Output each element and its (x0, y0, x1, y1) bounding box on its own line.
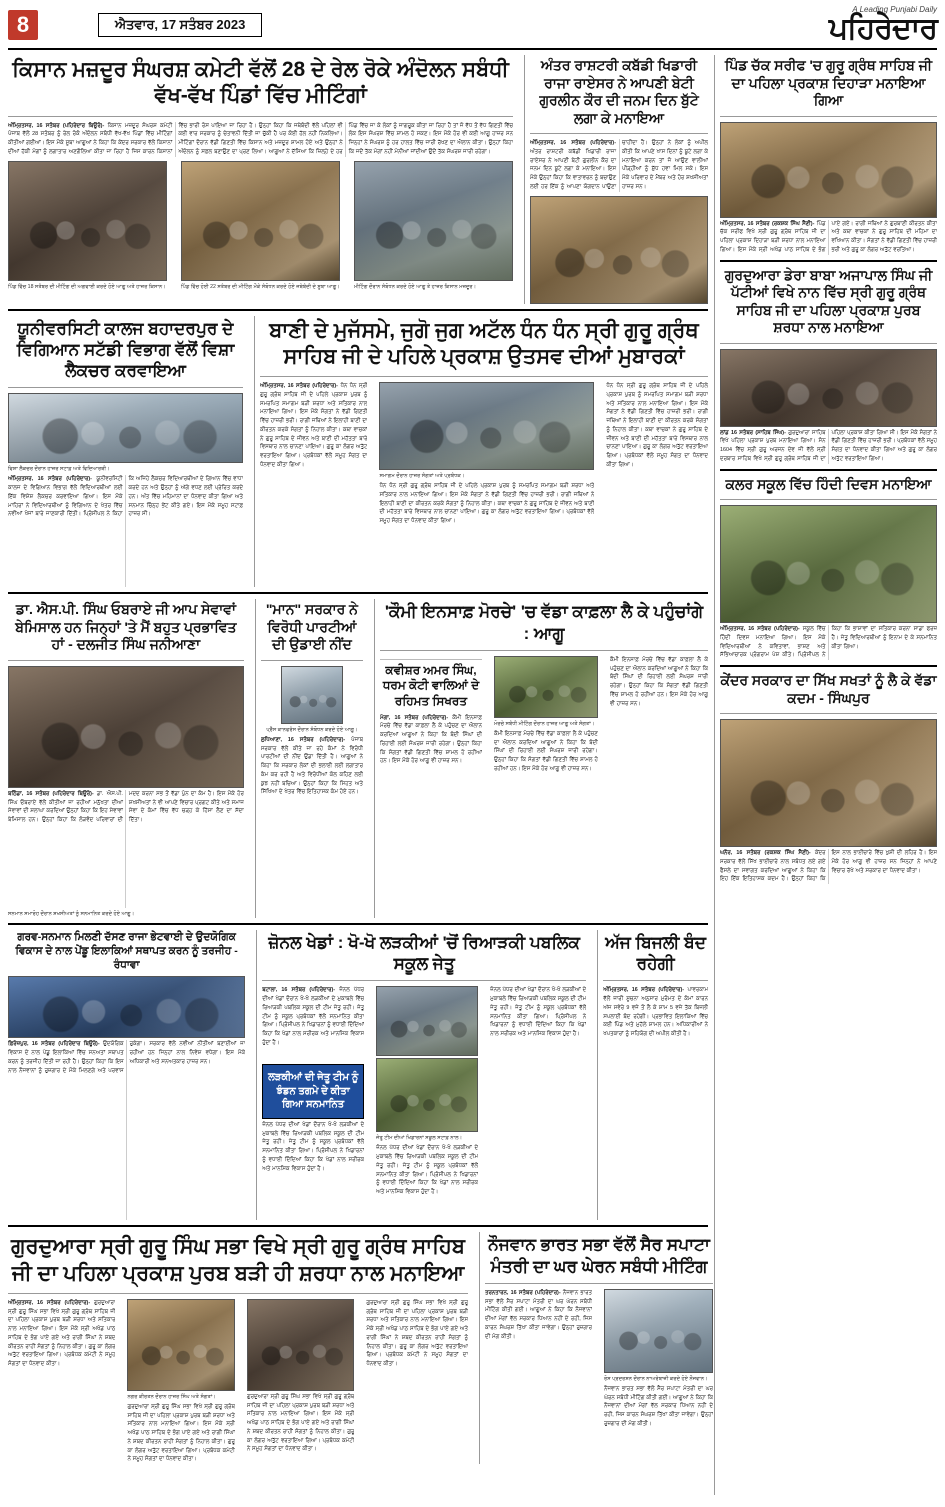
university-article (8, 316, 243, 588)
university-headline: ਯੂਨੀਵਰਸਿਟੀ ਕਾਲਜ ਬਹਾਦਰਪੁਰ ਦੇ ਵਿਗਿਆਨ ਸਟੱਡੀ ਵਿਭਾਗ ਵੱਲੋਂ ਵਿਸ਼ਾ ਲੈਕਚਰ ਕਰਵਾਇਆ (16, 318, 235, 380)
hockey-photo (530, 196, 708, 304)
hockey-dateline: ਅੰਮ੍ਰਿਤਸਰ, 16 ਸਤੰਬਰ (ਪਹਿਰੇਦਾਰ)- (530, 140, 616, 146)
lead-photo-2 (181, 161, 340, 281)
garv-dateline: ਫ਼ਿਰੋਜ਼ਪੁਰ, 16 ਸਤੰਬਰ (ਪਹਿਰੇਦਾਰ ਬਿਊਰੋ)- (8, 1041, 100, 1048)
jonal-article (256, 930, 586, 1221)
lead-body (8, 122, 513, 157)
gurudwara-photo-1 (127, 1299, 234, 1391)
band-three (8, 599, 708, 918)
nojwan-content (485, 1289, 713, 1429)
right-story-2-headline: ਗੁਰਦੁਆਰਾ ਡੇਰਾ ਬਾਬਾ ਅਜਾਪਾਲ ਸਿੰਘ ਜੀ ਪੱਟੀਆਂ ਵਿਖੇ ਨਾਨ ਵਿੱਚ ਸ੍ਰੀ ਗੁਰੂ ਗ੍ਰੰਥ ਸਾਹਿਬ ਜੀ ਦਾ ਪਹਿਲਾ ਪ੍ਰਕਾਸ਼ ਪੁਰਬ ਸ਼ਰਧਾ ਨਾਲ ਮਨਾਇਆ (724, 266, 933, 335)
lead-photo-row (8, 161, 513, 291)
lead-dateline: ਅੰਮ੍ਰਿਤਸਰ, 16 ਸਤੰਬਰ (ਪਹਿਰੇਦਾਰ ਬਿਊਰੋ)- (8, 122, 105, 129)
bijli-body (603, 986, 708, 1039)
jonal-body-3: ਜ਼ੋਨਲ ਪੱਧਰ ਦੀਆਂ ਖੇਡਾਂ ਦੌਰਾਨ ਖੋ-ਖੋ ਲੜਕੀਆਂ ਦੇ ਮੁਕਾਬਲੇ ਵਿੱਚ ਰਿਆੜਕੀ ਪਬਲਿਕ ਸਕੂਲ ਦੀ ਟੀਮ ਜੇਤੂ ਰਹੀ। ਜੇਤੂ ਟੀਮ ਨੂੰ ਸਕੂਲ ਪ੍ਰਬੰਧਕਾਂ ਵੱਲੋਂ ਸਨਮਾਨਿਤ ਕੀਤਾ ਗਿਆ। ਪ੍ਰਿੰਸੀਪਲ ਨੇ ਖਿਡਾਰਨਾਂ ਨੂੰ ਵਧਾਈ ਦਿੰਦਿਆਂ ਕਿਹਾ ਕਿ ਖੇਡਾਂ ਨਾਲ ਸਰੀਰਕ ਅਤੇ ਮਾਨਸਿਕ ਵਿਕਾਸ ਹੁੰਦਾ ਹੈ। (376, 1145, 479, 1196)
guru-body-col1 (260, 382, 367, 526)
morcha-body-1 (380, 714, 482, 767)
jonal-text: ਜ਼ੋਨਲ ਪੱਧਰ ਦੀਆਂ ਖੇਡਾਂ ਦੌਰਾਨ ਖੋ-ਖੋ ਲੜਕੀਆਂ ਦੇ ਮੁਕਾਬਲੇ ਵਿੱਚ ਰਿਆੜਕੀ ਪਬਲਿਕ ਸਕੂਲ ਦੀ ਟੀਮ ਜੇਤੂ ਰਹੀ। ਜੇਤੂ ਟੀਮ ਨੂੰ ਸਕੂਲ ਪ੍ਰਬੰਧਕਾਂ ਵੱਲੋਂ ਸਨਮਾਨਿਤ ਕੀਤਾ ਗਿਆ। ਪ੍ਰਿੰਸੀਪਲ ਨੇ ਖਿਡਾਰਨਾਂ ਨੂੰ ਵਧਾਈ ਦਿੰਦਿਆਂ ਕਿਹਾ ਕਿ ਖੇਡਾਂ ਨਾਲ ਸਰੀਰਕ ਅਤੇ ਮਾਨਸਿਕ ਵਿਕਾਸ ਹੁੰਦਾ ਹੈ। (262, 987, 365, 1046)
jonal-caption: ਜੇਤੂ ਟੀਮ ਦੀਆਂ ਖਿਡਾਰਨਾਂ ਸਕੂਲ ਸਟਾਫ਼ ਨਾਲ। (376, 1135, 463, 1142)
morcha-subhead: ਕਵੀਸ਼ਰ ਅਮਰ ਸਿੰਘ, ਧਰਮ ਕੋਟੀ ਵਾਲਿਆਂ ਦੇ ਰਹਿਮਤ ਸਿਖਰਤ (380, 659, 482, 710)
right-story-4-body (720, 849, 937, 884)
nojwan-body-1 (485, 1289, 592, 1429)
guru-photo-wrap (379, 382, 594, 526)
nojwan-article (479, 1232, 713, 1464)
guru-text: ਧੰਨ ਧੰਨ ਸ੍ਰੀ ਗੁਰੂ ਗ੍ਰੰਥ ਸਾਹਿਬ ਜੀ ਦੇ ਪਹਿਲੇ ਪ੍ਰਕਾਸ਼ ਪੁਰਬ ਨੂੰ ਸਮਰਪਿਤ ਸਮਾਗਮ ਬੜੀ ਸ਼ਰਧਾ ਅਤੇ ਸਤਿਕਾਰ ਨਾਲ ਮਨਾਇਆ ਗਿਆ। ਇਸ ਮੌਕੇ ਸੰਗਤਾਂ ਨੇ ਵੱਡੀ ਗਿਣਤੀ ਵਿੱਚ ਹਾਜ਼ਰੀ ਭਰੀ। ਰਾਗੀ ਜਥਿਆਂ ਨੇ ਇਲਾਹੀ ਬਾਣੀ ਦਾ ਕੀਰਤਨ ਕਰਕੇ ਸੰਗਤਾਂ ਨੂੰ ਨਿਹਾਲ ਕੀਤਾ। ਕਥਾ ਵਾਚਕਾਂ ਨੇ ਗੁਰੂ ਸਾਹਿਬ ਦੇ ਜੀਵਨ ਅਤੇ ਬਾਣੀ ਦੀ ਮਹੱਤਤਾ ਬਾਰੇ ਵਿਸਥਾਰ ਨਾਲ ਚਾਨਣਾ ਪਾਇਆ। ਗੁਰੂ ਕਾ ਲੰਗਰ ਅਤੁੱਟ ਵਰਤਾਇਆ ਗਿਆ। ਪ੍ਰਬੰਧਕਾਂ ਵੱਲੋਂ ਸਮੂਹ ਸੰਗਤ ਦਾ ਧੰਨਵਾਦ ਕੀਤਾ ਗਿਆ। (260, 383, 368, 468)
band-five (8, 1232, 713, 1464)
dr-caption: ਸਨਮਾਨ ਸਮਾਰੋਹ ਦੌਰਾਨ ਸ਼ਖਸੀਅਤਾਂ ਨੂੰ ਸਨਮਾਨਿਤ ਕਰਦੇ ਹੋਏ ਆਗੂ। (8, 910, 135, 917)
maan-dateline: ਲੁਧਿਆਣਾ, 16 ਸਤੰਬਰ (ਪਹਿਰੇਦਾਰ)- (260, 736, 346, 743)
guru-content (260, 382, 708, 526)
right-story-1 (720, 57, 937, 255)
newspaper-brand (829, 6, 937, 44)
jonal-content (262, 986, 586, 1197)
nojwan-headline: ਨੌਜਵਾਨ ਭਾਰਤ ਸਭਾ ਵੱਲੋਂ ਸੈਰ ਸਪਾਟਾ ਮੰਤਰੀ ਦਾ ਘਰ ਘੇਰਨ ਸਬੰਧੀ ਮੀਟਿੰਗ (488, 1235, 710, 1276)
nojwan-body-2: ਨੌਜਵਾਨ ਭਾਰਤ ਸਭਾ ਵੱਲੋਂ ਸੈਰ ਸਪਾਟਾ ਮੰਤਰੀ ਦਾ ਘਰ ਘੇਰਨ ਸਬੰਧੀ ਮੀਟਿੰਗ ਕੀਤੀ ਗਈ। ਆਗੂਆਂ ਨੇ ਕਿਹਾ ਕਿ ਨੌਜਵਾਨਾਂ ਦੀਆਂ ਮੰਗਾਂ ਵੱਲ ਸਰਕਾਰ ਧਿਆਨ ਨਹੀਂ ਦੇ ਰਹੀ, ਜਿਸ ਕਾਰਨ ਸੰਘਰਸ਼ ਤਿੱਖਾ ਕੀਤਾ ਜਾਵੇਗਾ। ਉਨ੍ਹਾਂ ਰੁਜ਼ਗਾਰ ਦੀ ਮੰਗ ਕੀਤੀ। (604, 1385, 713, 1427)
right-story-3-photo (720, 505, 937, 623)
jonal-body-4: ਜ਼ੋਨਲ ਪੱਧਰ ਦੀਆਂ ਖੇਡਾਂ ਦੌਰਾਨ ਖੋ-ਖੋ ਲੜਕੀਆਂ ਦੇ ਮੁਕਾਬਲੇ ਵਿੱਚ ਰਿਆੜਕੀ ਪਬਲਿਕ ਸਕੂਲ ਦੀ ਟੀਮ ਜੇਤੂ ਰਹੀ। ਜੇਤੂ ਟੀਮ ਨੂੰ ਸਕੂਲ ਪ੍ਰਬੰਧਕਾਂ ਵੱਲੋਂ ਸਨਮਾਨਿਤ ਕੀਤਾ ਗਿਆ। ਪ੍ਰਿੰਸੀਪਲ ਨੇ ਖਿਡਾਰਨਾਂ ਨੂੰ ਵਧਾਈ ਦਿੰਦਿਆਂ ਕਿਹਾ ਕਿ ਖੇਡਾਂ ਨਾਲ ਸਰੀਰਕ ਅਤੇ ਮਾਨਸਿਕ ਵਿਕਾਸ ਹੁੰਦਾ ਹੈ। (490, 987, 587, 1038)
morcha-content (380, 656, 708, 774)
morcha-dateline: ਮੋਗਾ, 16 ਸਤੰਬਰ (ਪਹਿਰੇਦਾਰ)- (380, 714, 449, 721)
guru-body-col3: ਧੰਨ ਧੰਨ ਸ੍ਰੀ ਗੁਰੂ ਗ੍ਰੰਥ ਸਾਹਿਬ ਜੀ ਦੇ ਪਹਿਲੇ ਪ੍ਰਕਾਸ਼ ਪੁਰਬ ਨੂੰ ਸਮਰਪਿਤ ਸਮਾਗਮ ਬੜੀ ਸ਼ਰਧਾ ਅਤੇ ਸਤਿਕਾਰ ਨਾਲ ਮਨਾਇਆ ਗਿਆ। ਇਸ ਮੌਕੇ ਸੰਗਤਾਂ ਨੇ ਵੱਡੀ ਗਿਣਤੀ ਵਿੱਚ ਹਾਜ਼ਰੀ ਭਰੀ। ਰਾਗੀ ਜਥਿਆਂ ਨੇ ਇਲਾਹੀ ਬਾਣੀ ਦਾ ਕੀਰਤਨ ਕਰਕੇ ਸੰਗਤਾਂ ਨੂੰ ਨਿਹਾਲ ਕੀਤਾ। ਕਥਾ ਵਾਚਕਾਂ ਨੇ ਗੁਰੂ ਸਾਹਿਬ ਦੇ ਜੀਵਨ ਅਤੇ ਬਾਣੀ ਦੀ ਮਹੱਤਤਾ ਬਾਰੇ ਵਿਸਥਾਰ ਨਾਲ ਚਾਨਣਾ ਪਾਇਆ। ਗੁਰੂ ਕਾ ਲੰਗਰ ਅਤੁੱਟ ਵਰਤਾਇਆ ਗਿਆ। ਪ੍ਰਬੰਧਕਾਂ ਵੱਲੋਂ ਸਮੂਹ ਸੰਗਤ ਦਾ ਧੰਨਵਾਦ ਕੀਤਾ ਗਿਆ। (606, 383, 708, 468)
morcha-headline: 'ਕੌਮੀ ਇਨਸਾਫ਼ ਮੋਰਚੇ' 'ਚ ਵੱਡਾ ਕਾਫ਼ਲਾ ਲੈ ਕੇ ਪਹੁੰਚਾਂਗੇ : ਆਗੂ (384, 602, 704, 643)
lead-photo-2-wrap (181, 161, 340, 291)
university-dateline: ਅੰਮ੍ਰਿਤਸਰ, 16 ਸਤੰਬਰ (ਪਹਿਰੇਦਾਰ)- (8, 476, 92, 483)
maan-body (261, 736, 363, 896)
lead-caption-3: ਮੀਟਿੰਗ ਦੌਰਾਨ ਸੰਬੋਧਨ ਕਰਦੇ ਹੋਏ ਆਗੂ ਤੇ ਹਾਜ਼ਰ ਕਿਸਾਨ ਮਜ਼ਦੂਰ। (354, 283, 477, 290)
right-story-3-headline: ਕਲਰ ਸਕੂਲ ਵਿੱਚ ਹਿੰਦੀ ਦਿਵਸ ਮਨਾਇਆ (725, 475, 932, 492)
guru-caption: ਸਮਾਗਮ ਦੌਰਾਨ ਹਾਜ਼ਰ ਸੰਗਤਾਂ ਅਤੇ ਪ੍ਰਬੰਧਕ। (379, 473, 465, 479)
guru-body-col2: ਧੰਨ ਧੰਨ ਸ੍ਰੀ ਗੁਰੂ ਗ੍ਰੰਥ ਸਾਹਿਬ ਜੀ ਦੇ ਪਹਿਲੇ ਪ੍ਰਕਾਸ਼ ਪੁਰਬ ਨੂੰ ਸਮਰਪਿਤ ਸਮਾਗਮ ਬੜੀ ਸ਼ਰਧਾ ਅਤੇ ਸਤਿਕਾਰ ਨਾਲ ਮਨਾਇਆ ਗਿਆ। ਇਸ ਮੌਕੇ ਸੰਗਤਾਂ ਨੇ ਵੱਡੀ ਗਿਣਤੀ ਵਿੱਚ ਹਾਜ਼ਰੀ ਭਰੀ। ਰਾਗੀ ਜਥਿਆਂ ਨੇ ਇਲਾਹੀ ਬਾਣੀ ਦਾ ਕੀਰਤਨ ਕਰਕੇ ਸੰਗਤਾਂ ਨੂੰ ਨਿਹਾਲ ਕੀਤਾ। ਕਥਾ ਵਾਚਕਾਂ ਨੇ ਗੁਰੂ ਸਾਹਿਬ ਦੇ ਜੀਵਨ ਅਤੇ ਬਾਣੀ ਦੀ ਮਹੱਤਤਾ ਬਾਰੇ ਵਿਸਥਾਰ ਨਾਲ ਚਾਨਣਾ ਪਾਇਆ। ਗੁਰੂ ਕਾ ਲੰਗਰ ਅਤੁੱਟ ਵਰਤਾਇਆ ਗਿਆ। ਪ੍ਰਬੰਧਕਾਂ ਵੱਲੋਂ ਸਮੂਹ ਸੰਗਤ ਦਾ ਧੰਨਵਾਦ ਕੀਤਾ ਗਿਆ। (379, 483, 595, 525)
lead-photo-1-wrap (8, 161, 167, 291)
maan-article (255, 599, 363, 918)
morcha-body-2: ਕੌਮੀ ਇਨਸਾਫ਼ ਮੋਰਚੇ ਵਿੱਚ ਵੱਡਾ ਕਾਫ਼ਲਾ ਲੈ ਕੇ ਪਹੁੰਚਣ ਦਾ ਐਲਾਨ ਕਰਦਿਆਂ ਆਗੂਆਂ ਨੇ ਕਿਹਾ ਕਿ ਬੰਦੀ ਸਿੰਘਾਂ ਦੀ ਰਿਹਾਈ ਲਈ ਸੰਘਰਸ਼ ਜਾਰੀ ਰਹੇਗਾ। ਉਨ੍ਹਾਂ ਕਿਹਾ ਕਿ ਸੰਗਤਾਂ ਵੱਡੀ ਗਿਣਤੀ ਵਿੱਚ ਸ਼ਾਮਲ ਹੋ ਰਹੀਆਂ ਹਨ। ਇਸ ਮੌਕੇ ਹੋਰ ਆਗੂ ਵੀ ਹਾਜ਼ਰ ਸਨ। (493, 730, 598, 772)
brand-title: ਪਹਿਰੇਦਾਰ (828, 12, 937, 45)
garv-kicker: ਗਰਵ-ਸਨਮਾਨ ਮਿਲਣੀ ਦੱਸਣ ਰਾਜਾ ਭੇਟਵਾਈ ਦੇ ਉਦਯੋਗਿਕ ਵਿਕਾਸ ਦੇ ਨਾਲ ਪੇਂਡੂ ਇਲਾਕਿਆਂ ਸਥਾਪਤ ਕਰਨ ਨੂੰ ਤਰਜੀਹ - ਰੰਧਾਵਾ (15, 930, 238, 972)
morcha-article (374, 599, 708, 918)
right-story-3-body (720, 625, 937, 660)
nojwan-caption: ਰੋਸ ਪ੍ਰਦਰਸ਼ਨ ਦੌਰਾਨ ਨਾਅਰੇਬਾਜ਼ੀ ਕਰਦੇ ਹੋਏ ਨੌਜਵਾਨ। (604, 1375, 708, 1382)
gurudwara-body-2: ਗੁਰਦੁਆਰਾ ਸ੍ਰੀ ਗੁਰੂ ਸਿੰਘ ਸਭਾ ਵਿਖੇ ਸ੍ਰੀ ਗੁਰੂ ਗ੍ਰੰਥ ਸਾਹਿਬ ਜੀ ਦਾ ਪਹਿਲਾ ਪ੍ਰਕਾਸ਼ ਪੁਰਬ ਬੜੀ ਸ਼ਰਧਾ ਅਤੇ ਸਤਿਕਾਰ ਨਾਲ ਮਨਾਇਆ ਗਿਆ। ਇਸ ਮੌਕੇ ਸ੍ਰੀ ਅਖੰਡ ਪਾਠ ਸਾਹਿਬ ਦੇ ਭੋਗ ਪਾਏ ਗਏ ਅਤੇ ਰਾਗੀ ਸਿੰਘਾਂ ਨੇ ਸ਼ਬਦ ਕੀਰਤਨ ਰਾਹੀਂ ਸੰਗਤਾਂ ਨੂੰ ਨਿਹਾਲ ਕੀਤਾ। ਗੁਰੂ ਕਾ ਲੰਗਰ ਅਤੁੱਟ ਵਰਤਾਇਆ ਗਿਆ। ਪ੍ਰਬੰਧਕ ਕਮੇਟੀ ਨੇ ਸਮੂਹ ਸੰਗਤਾਂ ਦਾ ਧੰਨਵਾਦ ਕੀਤਾ। (127, 1403, 235, 1463)
bijli-article (597, 930, 708, 1221)
right-story-2-text: ਗੁਰਦੁਆਰਾ ਸਾਹਿਬ ਵਿਖੇ ਪਹਿਲਾ ਪ੍ਰਕਾਸ਼ ਪੁਰਬ ਮਨਾਇਆ ਗਿਆ। ਸੰਨ 1604 ਵਿੱਚ ਸ੍ਰੀ ਗੁਰੂ ਅਰਜਨ ਦੇਵ ਜੀ ਵੱਲੋਂ ਸ੍ਰੀ ਦਰਬਾਰ ਸਾਹਿਬ ਵਿਖੇ ਸ੍ਰੀ ਗੁਰੂ ਗ੍ਰੰਥ ਸਾਹਿਬ ਜੀ ਦਾ ਪਹਿਲਾ ਪ੍ਰਕਾਸ਼ ਕੀਤਾ ਗਿਆ ਸੀ। ਇਸ ਮੌਕੇ ਸੰਗਤਾਂ ਨੇ ਵੱਡੀ ਗਿਣਤੀ ਵਿੱਚ ਹਾਜ਼ਰੀ ਭਰੀ। ਪ੍ਰਬੰਧਕਾਂ ਵੱਲੋਂ ਸਮੂਹ ਸੰਗਤ ਦਾ ਧੰਨਵਾਦ ਕੀਤਾ ਗਿਆ ਅਤੇ ਗੁਰੂ ਕਾ ਲੰਗਰ ਅਤੁੱਟ ਵਰਤਾਇਆ ਗਿਆ। (720, 429, 937, 462)
hockey-body (530, 139, 708, 192)
jonal-headline: ਜ਼ੋਨਲ ਖੇਡਾਂ : ਖੋ-ਖੋ ਲੜਕੀਆਂ 'ਚੋਂ ਰਿਆੜਕੀ ਪਬਲਿਕ ਸਕੂਲ ਜੇਤੂ (268, 932, 581, 974)
bijli-dateline: ਅੰਮ੍ਰਿਤਸਰ, 16 ਸਤੰਬਰ (ਪਹਿਰੇਦਾਰ)- (603, 987, 685, 994)
university-text: ਯੂਨੀਵਰਸਿਟੀ ਕਾਲਜ ਦੇ ਵਿਗਿਆਨ ਵਿਭਾਗ ਵੱਲੋਂ ਵਿਦਿਆਰਥੀਆਂ ਲਈ ਇੱਕ ਵਿਸ਼ੇਸ਼ ਲੈਕਚਰ ਕਰਵਾਇਆ ਗਿਆ। ਇਸ ਮੌਕੇ ਮਾਹਿਰਾਂ ਨੇ ਵਿਦਿਆਰਥੀਆਂ ਨੂੰ ਵਿਗਿਆਨ ਦੇ ਖੇਤਰ ਵਿੱਚ ਨਵੀਆਂ ਖੋਜਾਂ ਬਾਰੇ ਜਾਣਕਾਰੀ ਦਿੱਤੀ। ਪ੍ਰਿੰਸੀਪਲ ਨੇ ਕਿਹਾ ਕਿ ਅਜਿਹੇ ਲੈਕਚਰ ਵਿਦਿਆਰਥੀਆਂ ਦੇ ਗਿਆਨ ਵਿੱਚ ਵਾਧਾ ਕਰਦੇ ਹਨ ਅਤੇ ਉਨ੍ਹਾਂ ਨੂੰ ਅੱਗੇ ਵਧਣ ਲਈ ਪ੍ਰੇਰਿਤ ਕਰਦੇ ਹਨ। ਅੰਤ ਵਿੱਚ ਮਹਿਮਾਨਾਂ ਦਾ ਧੰਨਵਾਦ ਕੀਤਾ ਗਿਆ ਅਤੇ ਸਨਮਾਨ ਚਿੰਨ੍ਹ ਭੇਂਟ ਕੀਤੇ ਗਏ। ਇਸ ਮੌਕੇ ਸਮੂਹ ਸਟਾਫ਼ ਹਾਜ਼ਰ ਸੀ। (8, 476, 243, 518)
right-story-4-dateline: ਘਨੌਰ, 16 ਸਤੰਬਰ (ਰਕਸ਼ਕ ਸਿੰਘ ਸੈਣੀ)- (720, 850, 811, 856)
right-story-1-headline: ਪਿੰਡ ਚੱਕ ਸਰੀਫ 'ਚ ਗੁਰੂ ਗ੍ਰੰਥ ਸਾਹਿਬ ਜੀ ਦਾ ਪਹਿਲਾ ਪ੍ਰਕਾਸ਼ ਦਿਹਾੜਾ ਮਨਾਇਆ ਗਿਆ (724, 57, 933, 108)
guru-photo-1 (379, 382, 594, 470)
morcha-caption: ਮੋਰਚੇ ਸਬੰਧੀ ਮੀਟਿੰਗ ਦੌਰਾਨ ਹਾਜ਼ਰ ਆਗੂ ਅਤੇ ਸੰਗਤਾਂ। (493, 720, 595, 727)
morcha-left (380, 656, 482, 774)
right-story-2 (720, 267, 937, 464)
maan-headline: "ਮਾਨ" ਸਰਕਾਰ ਨੇ ਵਿਰੋਧੀ ਪਾਰਟੀਆਂ ਦੀ ਉਡਾਈ ਨੀਂਦ (265, 601, 358, 653)
university-body (8, 475, 243, 587)
gurudwara-content (8, 1299, 468, 1464)
maan-caption: ਪ੍ਰੈੱਸ ਕਾਨਫਰੰਸ ਦੌਰਾਨ ਸੰਬੋਧਨ ਕਰਦੇ ਹੋਏ ਆਗੂ। (266, 726, 358, 733)
dr-article (8, 599, 244, 918)
lead-article (8, 55, 513, 304)
publication-date: ਐਤਵਾਰ, 17 ਸਤੰਬਰ 2023 (98, 13, 262, 37)
jonal-body-1 (262, 986, 364, 1060)
lead-photo-3-wrap (354, 161, 513, 291)
nojwan-photo (604, 1289, 713, 1373)
nojwan-right (604, 1289, 713, 1429)
dr-headline: ਡਾ. ਐਸ.ਪੀ. ਸਿੰਘ ਓਬਰਾਏ ਜੀ ਆਪ ਸੇਵਾਵਾਂ ਬੇਮਿਸਾਲ ਹਨ ਜਿਨ੍ਹਾਂ 'ਤੇ ਮੈਂ ਬਹੁਤ ਪ੍ਰਭਾਵਿਤ ਹਾਂ - ਦਲਜੀਤ ਸਿੰਘ ਜਨੀਆਣਾ (15, 601, 237, 653)
right-story-1-text: ਪਿੰਡ ਚੱਕ ਸਰੀਫ ਵਿਖੇ ਸ੍ਰੀ ਗੁਰੂ ਗ੍ਰੰਥ ਸਾਹਿਬ ਜੀ ਦਾ ਪਹਿਲਾ ਪ੍ਰਕਾਸ਼ ਦਿਹਾੜਾ ਬੜੀ ਸ਼ਰਧਾ ਨਾਲ ਮਨਾਇਆ ਗਿਆ। ਇਸ ਮੌਕੇ ਸ੍ਰੀ ਅਖੰਡ ਪਾਠ ਸਾਹਿਬ ਦੇ ਭੋਗ ਪਾਏ ਗਏ। ਰਾਗੀ ਜਥਿਆਂ ਨੇ ਗੁਰਬਾਣੀ ਕੀਰਤਨ ਕੀਤਾ ਅਤੇ ਕਥਾ ਵਾਚਕਾਂ ਨੇ ਗੁਰੂ ਸਾਹਿਬ ਦੀ ਮਹਿਮਾ ਦਾ ਵਖਿਆਨ ਕੀਤਾ। ਸੰਗਤਾਂ ਨੇ ਵੱਡੀ ਗਿਣਤੀ ਵਿੱਚ ਹਾਜ਼ਰੀ ਭਰੀ ਅਤੇ ਗੁਰੂ ਕਾ ਲੰਗਰ ਅਤੁੱਟ ਵਰਤਿਆ। (720, 220, 937, 253)
gurudwara-mid2 (247, 1299, 354, 1464)
right-story-1-body (720, 220, 937, 255)
right-column (714, 55, 937, 1495)
jonal-photo-1 (376, 986, 478, 1056)
brand-tagline: A Leading Punjabi Daily (852, 5, 937, 14)
gurudwara-mid1 (127, 1299, 234, 1464)
garv-article (8, 930, 245, 1221)
gurudwara-article (8, 1232, 468, 1464)
page-number: 8 (8, 10, 38, 40)
university-caption: ਵਿਸ਼ਾ ਲੈਕਚਰ ਦੌਰਾਨ ਹਾਜ਼ਰ ਸਟਾਫ਼ ਅਤੇ ਵਿਦਿਆਰਥੀ। (8, 466, 110, 473)
guru-article (254, 316, 708, 588)
dr-photo (8, 666, 244, 788)
dr-dateline: ਬਠਿੰਡਾ, 16 ਸਤੰਬਰ (ਪਹਿਰੇਦਾਰ ਬਿਊਰੋ)- (8, 790, 94, 797)
garv-text: ਉਦਯੋਗਿਕ ਵਿਕਾਸ ਦੇ ਨਾਲ ਪੇਂਡੂ ਇਲਾਕਿਆਂ ਵਿੱਚ ਸਨਅਤਾਂ ਸਥਾਪਤ ਕਰਨ ਨੂੰ ਤਰਜੀਹ ਦਿੱਤੀ ਜਾ ਰਹੀ ਹੈ। ਉਨ੍ਹਾਂ ਕਿਹਾ ਕਿ ਇਸ ਨਾਲ ਨੌਜਵਾਨਾਂ ਨੂੰ ਰੁਜ਼ਗਾਰ ਦੇ ਮੌਕੇ ਮਿਲਣਗੇ ਅਤੇ ਪਰਵਾਸ ਰੁਕੇਗਾ। ਸਰਕਾਰ ਵੱਲੋਂ ਨਵੀਆਂ ਨੀਤੀਆਂ ਬਣਾਈਆਂ ਜਾ ਰਹੀਆਂ ਹਨ ਜਿਨ੍ਹਾਂ ਨਾਲ ਨਿਵੇਸ਼ ਵਧੇਗਾ। ਇਸ ਮੌਕੇ ਅਧਿਕਾਰੀ ਅਤੇ ਸਨਅਤਕਾਰ ਹਾਜ਼ਰ ਸਨ। (8, 1041, 246, 1074)
band-two (8, 316, 708, 588)
right-story-2-photo (720, 349, 937, 427)
right-story-4 (720, 672, 937, 884)
dr-text: ਡਾ. ਐਸ.ਪੀ. ਸਿੰਘ ਓਬਰਾਏ ਵੱਲੋਂ ਕੀਤੀਆਂ ਜਾ ਰਹੀਆਂ ਮਨੁੱਖਤਾ ਦੀਆਂ ਸੇਵਾਵਾਂ ਦੀ ਸ਼ਲਾਘਾ ਕਰਦਿਆਂ ਉਨ੍ਹਾਂ ਕਿਹਾ ਕਿ ਇਹ ਸੇਵਾਵਾਂ ਬੇਮਿਸਾਲ ਹਨ। ਉਨ੍ਹਾਂ ਕਿਹਾ ਕਿ ਲੋੜਵੰਦ ਪਰਿਵਾਰਾਂ ਦੀ ਮਦਦ ਕਰਨਾ ਸਭ ਤੋਂ ਵੱਡਾ ਪੁੰਨ ਦਾ ਕੰਮ ਹੈ। ਇਸ ਮੌਕੇ ਹੋਰ ਸ਼ਖਸੀਅਤਾਂ ਨੇ ਵੀ ਆਪਣੇ ਵਿਚਾਰ ਪ੍ਰਗਟ ਕੀਤੇ ਅਤੇ ਸਮਾਜ ਸੇਵਾ ਦੇ ਕੰਮਾਂ ਵਿੱਚ ਵੱਧ ਚੜ੍ਹ ਕੇ ਹਿੱਸਾ ਲੈਣ ਦਾ ਸੱਦਾ ਦਿੱਤਾ। (8, 790, 244, 824)
lead-caption-2: ਪਿੰਡ ਵਿੱਚ ਹੋਈ 22 ਸਤੰਬਰ ਦੀ ਮੀਟਿੰਗ ਮੌਕੇ ਸੰਬੋਧਨ ਕਰਦੇ ਹੋਏ ਜਥੇਬੰਦੀ ਦੇ ਸੂਬਾ ਆਗੂ। (181, 283, 340, 290)
hockey-text: ਅੰਤਰ ਰਾਸ਼ਟਰੀ ਕਬੱਡੀ ਖਿਡਾਰੀ ਰਾਜਾ ਰਾਏਸਰ ਨੇ ਆਪਣੀ ਬੇਟੀ ਗੁਰਲੀਨ ਕੌਰ ਦਾ ਜਨਮ ਦਿਨ ਬੂਟੇ ਲਗਾ ਕੇ ਮਨਾਇਆ। ਇਸ ਮੌਕੇ ਉਨ੍ਹਾਂ ਕਿਹਾ ਕਿ ਵਾਤਾਵਰਨ ਨੂੰ ਬਚਾਉਣ ਲਈ ਹਰ ਇੱਕ ਨੂੰ ਆਪਣਾ ਯੋਗਦਾਨ ਪਾਉਣਾ ਚਾਹੀਦਾ ਹੈ। ਉਨ੍ਹਾਂ ਨੇ ਲੋਕਾਂ ਨੂੰ ਅਪੀਲ ਕੀਤੀ ਕਿ ਆਪਣੇ ਖਾਸ ਦਿਨਾਂ ਨੂੰ ਬੂਟੇ ਲਗਾ ਕੇ ਮਨਾਇਆ ਕਰਨ ਤਾਂ ਜੋ ਆਉਣ ਵਾਲੀਆਂ ਪੀੜ੍ਹੀਆਂ ਨੂੰ ਸ਼ੁੱਧ ਹਵਾ ਮਿਲ ਸਕੇ। ਇਸ ਮੌਕੇ ਪਰਿਵਾਰ ਦੇ ਮੈਂਬਰ ਅਤੇ ਹੋਰ ਸ਼ਖਸੀਅਤਾਂ ਹਾਜ਼ਰ ਸਨ। (530, 140, 708, 190)
jonal-photo-2 (376, 1058, 478, 1132)
maan-photo (281, 666, 343, 724)
gurudwara-text: ਗੁਰਦੁਆਰਾ ਸ੍ਰੀ ਗੁਰੂ ਸਿੰਘ ਸਭਾ ਵਿਖੇ ਸ੍ਰੀ ਗੁਰੂ ਗ੍ਰੰਥ ਸਾਹਿਬ ਜੀ ਦਾ ਪਹਿਲਾ ਪ੍ਰਕਾਸ਼ ਪੁਰਬ ਬੜੀ ਸ਼ਰਧਾ ਅਤੇ ਸਤਿਕਾਰ ਨਾਲ ਮਨਾਇਆ ਗਿਆ। ਇਸ ਮੌਕੇ ਸ੍ਰੀ ਅਖੰਡ ਪਾਠ ਸਾਹਿਬ ਦੇ ਭੋਗ ਪਾਏ ਗਏ ਅਤੇ ਰਾਗੀ ਸਿੰਘਾਂ ਨੇ ਸ਼ਬਦ ਕੀਰਤਨ ਰਾਹੀਂ ਸੰਗਤਾਂ ਨੂੰ ਨਿਹਾਲ ਕੀਤਾ। ਗੁਰੂ ਕਾ ਲੰਗਰ ਅਤੁੱਟ ਵਰਤਾਇਆ ਗਿਆ। ਪ੍ਰਬੰਧਕ ਕਮੇਟੀ ਨੇ ਸਮੂਹ ਸੰਗਤਾਂ ਦਾ ਧੰਨਵਾਦ ਕੀਤਾ। (8, 1299, 116, 1368)
gurudwara-photo-2 (247, 1299, 354, 1391)
jonal-mid (376, 986, 478, 1197)
jonal-left (262, 986, 364, 1197)
morcha-body-3: ਕੌਮੀ ਇਨਸਾਫ਼ ਮੋਰਚੇ ਵਿੱਚ ਵੱਡਾ ਕਾਫ਼ਲਾ ਲੈ ਕੇ ਪਹੁੰਚਣ ਦਾ ਐਲਾਨ ਕਰਦਿਆਂ ਆਗੂਆਂ ਨੇ ਕਿਹਾ ਕਿ ਬੰਦੀ ਸਿੰਘਾਂ ਦੀ ਰਿਹਾਈ ਲਈ ਸੰਘਰਸ਼ ਜਾਰੀ ਰਹੇਗਾ। ਉਨ੍ਹਾਂ ਕਿਹਾ ਕਿ ਸੰਗਤਾਂ ਵੱਡੀ ਗਿਣਤੀ ਵਿੱਚ ਸ਼ਾਮਲ ਹੋ ਰਹੀਆਂ ਹਨ। ਇਸ ਮੌਕੇ ਹੋਰ ਆਗੂ ਵੀ ਹਾਜ਼ਰ ਸਨ। (609, 656, 708, 707)
right-story-2-body (720, 429, 937, 464)
main-column (8, 55, 713, 1495)
garv-body (8, 1040, 245, 1220)
right-story-4-headline: ਕੇਂਦਰ ਸਰਕਾਰ ਦਾ ਸਿੱਖ ਸਖਤਾਂ ਨੂੰ ਲੈ ਕੇ ਵੱਡਾ ਕਦਮ - ਸਿੰਘਪੁਰ (720, 672, 937, 706)
gurudwara-caption: ਨਗਰ ਕੀਰਤਨ ਦੌਰਾਨ ਹਾਜ਼ਰ ਸਿੰਘ ਅਤੇ ਸੰਗਤਾਂ। (127, 1393, 216, 1400)
dr-body (8, 790, 244, 908)
morcha-mid (494, 656, 598, 774)
hockey-headline: ਅੰਤਰ ਰਾਸ਼ਟਰੀ ਕਬੱਡੀ ਖਿਡਾਰੀ ਰਾਜਾ ਰਾਏਸਰ ਨੇ ਆਪਣੀ ਬੇਟੀ ਗੁਰਲੀਨ ਕੌਰ ਦੀ ਜਨਮ ਦਿਨ ਬੁੱਟੇ ਲਗਾ ਕੇ ਮਨਾਇਆ (539, 57, 699, 126)
lead-photo-1 (8, 161, 167, 281)
gurudwara-headline: ਗੁਰਦੁਆਰਾ ਸ੍ਰੀ ਗੁਰੂ ਸਿੰਘ ਸਭਾ ਵਿਖੇ ਸ੍ਰੀ ਗੁਰੂ ਗ੍ਰੰਥ ਸਾਹਿਬ ਜੀ ਦਾ ਪਹਿਲਾ ਪ੍ਰਕਾਸ਼ ਪੁਰਬ ਬੜੀ ਹੀ ਸ਼ਰਧਾ ਨਾਲ ਮਨਾਇਆ (10, 1235, 465, 1285)
maan-text: ਪੰਜਾਬ ਸਰਕਾਰ ਵੱਲੋਂ ਕੀਤੇ ਜਾ ਰਹੇ ਕੰਮਾਂ ਨੇ ਵਿਰੋਧੀ ਪਾਰਟੀਆਂ ਦੀ ਨੀਂਦ ਉਡਾ ਦਿੱਤੀ ਹੈ। ਆਗੂਆਂ ਨੇ ਕਿਹਾ ਕਿ ਸਰਕਾਰ ਲੋਕਾਂ ਦੀ ਭਲਾਈ ਲਈ ਲਗਾਤਾਰ ਕੰਮ ਕਰ ਰਹੀ ਹੈ ਅਤੇ ਵਿਰੋਧੀਆਂ ਕੋਲ ਕਹਿਣ ਲਈ ਕੁਝ ਨਹੀਂ ਬਚਿਆ। ਉਨ੍ਹਾਂ ਕਿਹਾ ਕਿ ਸਿਹਤ ਅਤੇ ਸਿੱਖਿਆ ਦੇ ਖੇਤਰ ਵਿੱਚ ਇਤਿਹਾਸਕ ਕੰਮ ਹੋਏ ਹਨ। (260, 736, 363, 796)
band-four (8, 930, 708, 1221)
right-story-2-dateline: ਲਾਂਡ 16 ਸਤੰਬਰ (ਸਾਹਿਬ ਸਿੰਘ)- (720, 429, 786, 436)
bijli-text: ਪਾਵਰਕਾਮ ਵੱਲੋਂ ਜਾਰੀ ਸੂਚਨਾ ਅਨੁਸਾਰ ਮੁਰੰਮਤ ਦੇ ਕੰਮਾਂ ਕਾਰਨ ਅੱਜ ਸਵੇਰੇ 9 ਵਜੇ ਤੋਂ ਲੈ ਕੇ ਸ਼ਾਮ 5 ਵਜੇ ਤੱਕ ਬਿਜਲੀ ਸਪਲਾਈ ਬੰਦ ਰਹੇਗੀ। ਪ੍ਰਭਾਵਿਤ ਇਲਾਕਿਆਂ ਵਿੱਚ ਕਈ ਪਿੰਡ ਅਤੇ ਮੁਹੱਲੇ ਸ਼ਾਮਲ ਹਨ। ਅਧਿਕਾਰੀਆਂ ਨੇ ਖਪਤਕਾਰਾਂ ਨੂੰ ਸਹਿਯੋਗ ਦੀ ਅਪੀਲ ਕੀਤੀ ਹੈ। (603, 987, 708, 1038)
masthead (8, 6, 937, 50)
right-story-4-photo (720, 719, 937, 847)
top-band (8, 55, 708, 304)
gurudwara-body-1 (8, 1299, 115, 1464)
guru-dateline: ਅੰਮ੍ਰਿਤਸਰ, 16 ਸਤੰਬਰ (ਪਹਿਰੇਦਾਰ)- (260, 383, 338, 389)
morcha-photo (494, 656, 598, 718)
right-story-3 (720, 476, 937, 661)
right-story-1-photo (720, 122, 937, 218)
right-story-3-dateline: ਅੰਮ੍ਰਿਤਸਰ, 16 ਸਤੰਬਰ (ਪਹਿਰੇਦਾਰ)- (720, 626, 800, 632)
garv-photo (8, 976, 245, 1038)
bijli-headline: ਅੱਜ ਬਿਜਲੀ ਬੰਦ ਰਹੇਗੀ (605, 932, 707, 974)
nojwan-text: ਨੌਜਵਾਨ ਭਾਰਤ ਸਭਾ ਵੱਲੋਂ ਸੈਰ ਸਪਾਟਾ ਮੰਤਰੀ ਦਾ ਘਰ ਘੇਰਨ ਸਬੰਧੀ ਮੀਟਿੰਗ ਕੀਤੀ ਗਈ। ਆਗੂਆਂ ਨੇ ਕਿਹਾ ਕਿ ਨੌਜਵਾਨਾਂ ਦੀਆਂ ਮੰਗਾਂ ਵੱਲ ਸਰਕਾਰ ਧਿਆਨ ਨਹੀਂ ਦੇ ਰਹੀ, ਜਿਸ ਕਾਰਨ ਸੰਘਰਸ਼ ਤਿੱਖਾ ਕੀਤਾ ਜਾਵੇਗਾ। ਉਨ੍ਹਾਂ ਰੁਜ਼ਗਾਰ ਦੀ ਮੰਗ ਕੀਤੀ। (485, 1289, 593, 1340)
page-layout (8, 55, 937, 1495)
morcha-text: ਕੌਮੀ ਇਨਸਾਫ਼ ਮੋਰਚੇ ਵਿੱਚ ਵੱਡਾ ਕਾਫ਼ਲਾ ਲੈ ਕੇ ਪਹੁੰਚਣ ਦਾ ਐਲਾਨ ਕਰਦਿਆਂ ਆਗੂਆਂ ਨੇ ਕਿਹਾ ਕਿ ਬੰਦੀ ਸਿੰਘਾਂ ਦੀ ਰਿਹਾਈ ਲਈ ਸੰਘਰਸ਼ ਜਾਰੀ ਰਹੇਗਾ। ਉਨ੍ਹਾਂ ਕਿਹਾ ਕਿ ਸੰਗਤਾਂ ਵੱਡੀ ਗਿਣਤੀ ਵਿੱਚ ਸ਼ਾਮਲ ਹੋ ਰਹੀਆਂ ਹਨ। ਇਸ ਮੌਕੇ ਹੋਰ ਆਗੂ ਵੀ ਹਾਜ਼ਰ ਸਨ। (380, 714, 482, 765)
university-photo (8, 393, 243, 463)
gurudwara-dateline: ਅੰਮ੍ਰਿਤਸਰ, 16 ਸਤੰਬਰ (ਪਹਿਰੇਦਾਰ)- (8, 1299, 91, 1306)
jonal-subhead-box: ਲੜਕੀਆਂ ਦੀ ਜੇਤੂ ਟੀਮ ਨੂੰ ਝੰਡਨ ਤਗਮੇ ਦੇ ਕੀਤਾ ਗਿਆ ਸਨਮਾਨਿਤ (262, 1064, 364, 1119)
right-story-1-dateline: ਅੰਮ੍ਰਿਤਸਰ, 16 ਸਤੰਬਰ (ਰਕਸ਼ਕ ਸਿੰਘ ਸੈਣੀ)- (720, 220, 815, 227)
right-story-3-text: ਸਕੂਲ ਵਿੱਚ ਹਿੰਦੀ ਦਿਵਸ ਮਨਾਇਆ ਗਿਆ। ਇਸ ਮੌਕੇ ਵਿਦਿਆਰਥੀਆਂ ਨੇ ਕਵਿਤਾਵਾਂ, ਭਾਸ਼ਣ ਅਤੇ ਸੱਭਿਆਚਾਰਕ ਪ੍ਰੋਗਰਾਮ ਪੇਸ਼ ਕੀਤੇ। ਪ੍ਰਿੰਸੀਪਲ ਨੇ ਕਿਹਾ ਕਿ ਭਾਸ਼ਾਵਾਂ ਦਾ ਸਤਿਕਾਰ ਕਰਨਾ ਸਾਡਾ ਫਰਜ਼ ਹੈ। ਜੇਤੂ ਵਿਦਿਆਰਥੀਆਂ ਨੂੰ ਇਨਾਮ ਦੇ ਕੇ ਸਨਮਾਨਿਤ ਕੀਤਾ ਗਿਆ। (720, 626, 937, 659)
hockey-article (524, 55, 708, 304)
jonal-dateline: ਬਟਾਲਾ, 16 ਸਤੰਬਰ (ਪਹਿਰੇਦਾਰ)- (262, 987, 336, 994)
lead-headline: ਕਿਸਾਨ ਮਜ਼ਦੂਰ ਸੰਘਰਸ਼ ਕਮੇਟੀ ਵੱਲੋਂ 28 ਦੇ ਰੇਲ ਰੋਕੇ ਅੰਦੋਲਨ ਸਬੰਧੀ ਵੱਖ-ਵੱਖ ਪਿੰਡਾਂ ਵਿੱਚ ਮੀਟਿੰਗਾਂ (12, 58, 509, 108)
lead-photo-3 (354, 161, 513, 281)
gurudwara-body-3: ਗੁਰਦੁਆਰਾ ਸ੍ਰੀ ਗੁਰੂ ਸਿੰਘ ਸਭਾ ਵਿਖੇ ਸ੍ਰੀ ਗੁਰੂ ਗ੍ਰੰਥ ਸਾਹਿਬ ਜੀ ਦਾ ਪਹਿਲਾ ਪ੍ਰਕਾਸ਼ ਪੁਰਬ ਬੜੀ ਸ਼ਰਧਾ ਅਤੇ ਸਤਿਕਾਰ ਨਾਲ ਮਨਾਇਆ ਗਿਆ। ਇਸ ਮੌਕੇ ਸ੍ਰੀ ਅਖੰਡ ਪਾਠ ਸਾਹਿਬ ਦੇ ਭੋਗ ਪਾਏ ਗਏ ਅਤੇ ਰਾਗੀ ਸਿੰਘਾਂ ਨੇ ਸ਼ਬਦ ਕੀਰਤਨ ਰਾਹੀਂ ਸੰਗਤਾਂ ਨੂੰ ਨਿਹਾਲ ਕੀਤਾ। ਗੁਰੂ ਕਾ ਲੰਗਰ ਅਤੁੱਟ ਵਰਤਾਇਆ ਗਿਆ। ਪ੍ਰਬੰਧਕ ਕਮੇਟੀ ਨੇ ਸਮੂਹ ਸੰਗਤਾਂ ਦਾ ਧੰਨਵਾਦ ਕੀਤਾ। (246, 1393, 355, 1453)
lead-caption-1: ਪਿੰਡ ਵਿੱਚ 18 ਸਤੰਬਰ ਦੀ ਮੀਟਿੰਗ ਦੀ ਅਗਵਾਈ ਕਰਦੇ ਹੋਏ ਆਗੂ ਅਤੇ ਹਾਜ਼ਰ ਕਿਸਾਨ। (8, 283, 166, 290)
guru-headline: ਬਾਣੀ ਦੇ ਮੁਜੱਸਮੇ, ਜੁਗੋ ਜੁਗ ਅਟੱਲ ਧੰਨ ਧੰਨ ਸ੍ਰੀ ਗੁਰੂ ਗ੍ਰੰਥ ਸਾਹਿਬ ਜੀ ਦੇ ਪਹਿਲੇ ਪ੍ਰਕਾਸ਼ ਉਤਸਵ ਦੀਆਂ ਮੁਬਾਰਕਾਂ (269, 318, 699, 368)
jonal-body-2: ਜ਼ੋਨਲ ਪੱਧਰ ਦੀਆਂ ਖੇਡਾਂ ਦੌਰਾਨ ਖੋ-ਖੋ ਲੜਕੀਆਂ ਦੇ ਮੁਕਾਬਲੇ ਵਿੱਚ ਰਿਆੜਕੀ ਪਬਲਿਕ ਸਕੂਲ ਦੀ ਟੀਮ ਜੇਤੂ ਰਹੀ। ਜੇਤੂ ਟੀਮ ਨੂੰ ਸਕੂਲ ਪ੍ਰਬੰਧਕਾਂ ਵੱਲੋਂ ਸਨਮਾਨਿਤ ਕੀਤਾ ਗਿਆ। ਪ੍ਰਿੰਸੀਪਲ ਨੇ ਖਿਡਾਰਨਾਂ ਨੂੰ ਵਧਾਈ ਦਿੰਦਿਆਂ ਕਿਹਾ ਕਿ ਖੇਡਾਂ ਨਾਲ ਸਰੀਰਕ ਅਤੇ ਮਾਨਸਿਕ ਵਿਕਾਸ ਹੁੰਦਾ ਹੈ। (262, 1121, 365, 1172)
gurudwara-body-4: ਗੁਰਦੁਆਰਾ ਸ੍ਰੀ ਗੁਰੂ ਸਿੰਘ ਸਭਾ ਵਿਖੇ ਸ੍ਰੀ ਗੁਰੂ ਗ੍ਰੰਥ ਸਾਹਿਬ ਜੀ ਦਾ ਪਹਿਲਾ ਪ੍ਰਕਾਸ਼ ਪੁਰਬ ਬੜੀ ਸ਼ਰਧਾ ਅਤੇ ਸਤਿਕਾਰ ਨਾਲ ਮਨਾਇਆ ਗਿਆ। ਇਸ ਮੌਕੇ ਸ੍ਰੀ ਅਖੰਡ ਪਾਠ ਸਾਹਿਬ ਦੇ ਭੋਗ ਪਾਏ ਗਏ ਅਤੇ ਰਾਗੀ ਸਿੰਘਾਂ ਨੇ ਸ਼ਬਦ ਕੀਰਤਨ ਰਾਹੀਂ ਸੰਗਤਾਂ ਨੂੰ ਨਿਹਾਲ ਕੀਤਾ। ਗੁਰੂ ਕਾ ਲੰਗਰ ਅਤੁੱਟ ਵਰਤਾਇਆ ਗਿਆ। ਪ੍ਰਬੰਧਕ ਕਮੇਟੀ ਨੇ ਸਮੂਹ ਸੰਗਤਾਂ ਦਾ ਧੰਨਵਾਦ ਕੀਤਾ। (366, 1299, 468, 1368)
right-story-4-text: ਕੇਂਦਰ ਸਰਕਾਰ ਵੱਲੋਂ ਸਿੱਖ ਭਾਈਚਾਰੇ ਨਾਲ ਸਬੰਧਤ ਲਏ ਗਏ ਫੈਸਲੇ ਦਾ ਸਵਾਗਤ ਕਰਦਿਆਂ ਆਗੂਆਂ ਨੇ ਕਿਹਾ ਕਿ ਇਹ ਇੱਕ ਇਤਿਹਾਸਕ ਕਦਮ ਹੈ। ਉਨ੍ਹਾਂ ਕਿਹਾ ਕਿ ਇਸ ਨਾਲ ਭਾਈਚਾਰੇ ਵਿੱਚ ਖੁਸ਼ੀ ਦੀ ਲਹਿਰ ਹੈ। ਇਸ ਮੌਕੇ ਹੋਰ ਆਗੂ ਵੀ ਹਾਜ਼ਰ ਸਨ ਜਿਨ੍ਹਾਂ ਨੇ ਆਪਣੇ ਵਿਚਾਰ ਰੱਖੇ ਅਤੇ ਸਰਕਾਰ ਦਾ ਧੰਨਵਾਦ ਕੀਤਾ। (720, 850, 937, 883)
lead-text: ਕਿਸਾਨ ਮਜ਼ਦੂਰ ਸੰਘਰਸ਼ ਕਮੇਟੀ ਪੰਜਾਬ ਵੱਲੋਂ 28 ਸਤੰਬਰ ਨੂੰ ਰੇਲ ਰੋਕੋ ਅੰਦੋਲਨ ਸਬੰਧੀ ਵੱਖ-ਵੱਖ ਪਿੰਡਾਂ ਵਿੱਚ ਮੀਟਿੰਗਾਂ ਕੀਤੀਆਂ ਗਈਆਂ। ਇਸ ਮੌਕੇ ਸੂਬਾ ਆਗੂਆਂ ਨੇ ਕਿਹਾ ਕਿ ਕੇਂਦਰ ਸਰਕਾਰ ਵੱਲੋਂ ਕਿਸਾਨਾਂ ਦੀਆਂ ਹੱਕੀ ਮੰਗਾਂ ਨੂੰ ਲਗਾਤਾਰ ਅਣਗੌਲਿਆ ਕੀਤਾ ਜਾ ਰਿਹਾ ਹੈ ਜਿਸ ਕਾਰਨ ਕਿਸਾਨਾਂ ਵਿੱਚ ਭਾਰੀ ਰੋਸ ਪਾਇਆ ਜਾ ਰਿਹਾ ਹੈ। ਉਨ੍ਹਾਂ ਕਿਹਾ ਕਿ ਜਥੇਬੰਦੀ ਵੱਲੋਂ ਪਹਿਲਾਂ ਵੀ ਕਈ ਵਾਰ ਸਰਕਾਰ ਨੂੰ ਚੇਤਾਵਨੀ ਦਿੱਤੀ ਜਾ ਚੁੱਕੀ ਹੈ ਪਰ ਕੋਈ ਹੱਲ ਨਹੀਂ ਨਿਕਲਿਆ। ਮੀਟਿੰਗਾਂ ਦੌਰਾਨ ਵੱਡੀ ਗਿਣਤੀ ਵਿੱਚ ਕਿਸਾਨ ਅਤੇ ਮਜ਼ਦੂਰ ਸ਼ਾਮਲ ਹੋਏ ਅਤੇ ਉਨ੍ਹਾਂ ਨੇ ਅੰਦੋਲਨ ਨੂੰ ਸਫ਼ਲ ਬਣਾਉਣ ਦਾ ਪ੍ਰਣ ਲਿਆ। ਆਗੂਆਂ ਨੇ ਦੱਸਿਆ ਕਿ ਜ਼ਿਲ੍ਹੇ ਦੇ ਹਰ ਪਿੰਡ ਵਿੱਚ ਜਾ ਕੇ ਲੋਕਾਂ ਨੂੰ ਜਾਗਰੂਕ ਕੀਤਾ ਜਾ ਰਿਹਾ ਹੈ ਤਾਂ ਜੋ ਵੱਧ ਤੋਂ ਵੱਧ ਗਿਣਤੀ ਵਿੱਚ ਲੋਕ ਇਸ ਸੰਘਰਸ਼ ਵਿੱਚ ਸ਼ਾਮਲ ਹੋ ਸਕਣ। ਇਸ ਮੌਕੇ ਹੋਰ ਵੀ ਕਈ ਆਗੂ ਹਾਜ਼ਰ ਸਨ ਜਿਨ੍ਹਾਂ ਨੇ ਸੰਘਰਸ਼ ਨੂੰ ਹਰ ਹਾਲਤ ਵਿੱਚ ਜਾਰੀ ਰੱਖਣ ਦਾ ਐਲਾਨ ਕੀਤਾ। ਉਨ੍ਹਾਂ ਕਿਹਾ ਕਿ ਜਦੋਂ ਤੱਕ ਮੰਗਾਂ ਨਹੀਂ ਮੰਨੀਆਂ ਜਾਂਦੀਆਂ ਉਦੋਂ ਤੱਕ ਸੰਘਰਸ਼ ਜਾਰੀ ਰਹੇਗਾ। (8, 122, 513, 155)
nojwan-dateline: ਤਰਨਤਾਰਨ, 16 ਸਤੰਬਰ (ਪਹਿਰੇਦਾਰ)- (485, 1289, 561, 1296)
